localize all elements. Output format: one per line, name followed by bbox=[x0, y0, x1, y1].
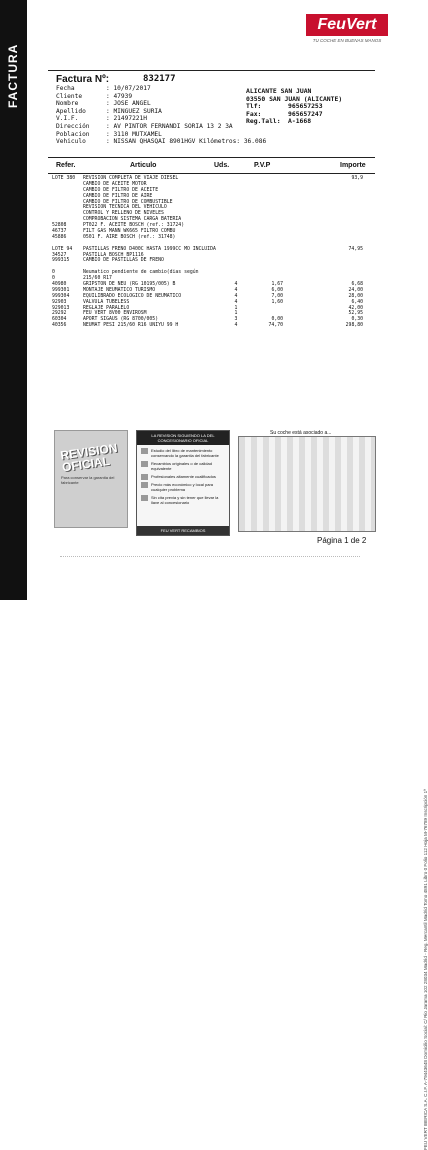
line-units: 4 bbox=[234, 323, 238, 329]
line-article: CAMBIO DE FILTRO DE ACEITE bbox=[83, 187, 159, 193]
col-ref: Refer. bbox=[56, 162, 76, 169]
line-amount: 24,00 bbox=[348, 287, 363, 293]
customer-field bbox=[56, 100, 266, 108]
line-price: 6,00 bbox=[271, 287, 283, 293]
invoice-lines bbox=[52, 176, 372, 329]
line-article: CAMBIO DE ACEITE MOTOR bbox=[83, 181, 147, 187]
line-ref: 0 bbox=[52, 276, 55, 282]
field-value: : NISSAN QHASQAI 8901HGV Kilómetros: 36.086 bbox=[106, 138, 267, 146]
line-article: FILT GAS MANN WK665 FILTRO COMBU bbox=[83, 229, 176, 235]
line-ref: 60304 bbox=[52, 317, 67, 323]
shop-name: ALICANTE SAN JUAN bbox=[246, 87, 312, 95]
promo-heading: LA REVISION SIGUIENDO LA DEL CONCESIONARIO OFICIAL bbox=[137, 431, 229, 445]
invoice-label: Factura Nº: bbox=[56, 74, 110, 85]
sidebar-band bbox=[0, 0, 27, 600]
line-article: CAMBIO DE FILTRO DE COMBUSTIBLE bbox=[83, 199, 173, 205]
line-ref: 999315 bbox=[52, 258, 70, 264]
col-uds: Uds. bbox=[214, 162, 230, 169]
line-units: 3 bbox=[234, 317, 238, 323]
promo-item: Estudio del libro de mantenimiento conservando la garantia del fabricante bbox=[151, 448, 226, 458]
line-article: REVISION TECNICA DEL VEHICULO bbox=[83, 205, 167, 211]
line-amount: 28,00 bbox=[348, 293, 363, 299]
line-price: 74,70 bbox=[268, 323, 283, 329]
brand-name: FeuVert bbox=[306, 14, 388, 36]
line-price: 0,00 bbox=[271, 317, 283, 323]
promo-item: Precio más económico y local para cualquier problema bbox=[151, 482, 226, 492]
field-label: Nombre bbox=[56, 100, 79, 108]
line-article: EQUILIBRADO ECOLOGICO DE NEUMATICO bbox=[83, 293, 182, 299]
line-amount: 52,95 bbox=[348, 311, 363, 317]
line-ref: LOTE 94 bbox=[52, 246, 73, 252]
field-value: : 47939 bbox=[106, 92, 133, 100]
line-amount: 93,9 bbox=[351, 176, 363, 181]
line-article: FEU VERT 8V00 ENVIROSM bbox=[83, 311, 147, 317]
field-value: : MINGUEZ SURIA bbox=[106, 107, 162, 115]
customer-field bbox=[56, 108, 266, 116]
revision-oficial-seal bbox=[54, 430, 128, 528]
line-amount: 0,30 bbox=[351, 317, 363, 323]
divider bbox=[48, 70, 375, 71]
field-label: Dirección bbox=[56, 122, 90, 130]
shop-field-label: Tlf: bbox=[246, 102, 262, 111]
field-label: V.I.F. bbox=[56, 115, 79, 123]
line-units: 4 bbox=[234, 287, 238, 293]
field-value: : AV PINTOR FERNANDI SORIA 13 2 3A bbox=[106, 122, 233, 130]
promo-item: Profesionales altamente cualificados bbox=[151, 474, 226, 479]
line-article: APORT SIGAUS (RG 8700/005) bbox=[83, 317, 159, 323]
shop-field-value: 965657253 bbox=[288, 102, 323, 111]
line-article: 215/60 R17 bbox=[83, 276, 112, 282]
customer-field bbox=[56, 123, 266, 131]
line-article: REVISION COMPLETA DE VIAJE DIESEL bbox=[83, 176, 179, 181]
line-ref: 52808 bbox=[52, 223, 67, 229]
customer-block bbox=[56, 85, 266, 146]
brand-logo bbox=[306, 14, 388, 43]
promo-item: Recambios originales o de calidad equivalente bbox=[151, 461, 226, 471]
line-ref: 34527 bbox=[52, 252, 67, 258]
legal-vertical-note: FEU VERT IBERICA S.A. C.I.F. A-79443648 Domicilio Social: C/ Rio Jarama 102 28034 Madrid - Reg. Mercantil Madrid Tomo 4891 Libro 0 Folio 112 Hoja M-76789 Inscripción 1ª bbox=[423, 789, 428, 1150]
field-label: Apellido bbox=[56, 107, 86, 115]
footer-dots bbox=[60, 556, 360, 557]
line-article: COMPROBACION SISTEMA CARGA BATERIA bbox=[83, 217, 182, 223]
customer-field bbox=[56, 93, 266, 101]
table-row bbox=[52, 323, 372, 329]
invoice-number: 832177 bbox=[143, 74, 176, 84]
line-article: VALVULA TUBELESS bbox=[83, 299, 130, 305]
line-article: CAMBIO DE FILTRO DE AIRE bbox=[83, 193, 153, 199]
line-price: 1,67 bbox=[271, 282, 283, 288]
line-ref: 46737 bbox=[52, 229, 67, 235]
shop-field-value: 965657247 bbox=[288, 109, 323, 118]
line-ref: 45886 bbox=[52, 234, 67, 240]
shop-field-label: Fax: bbox=[246, 109, 262, 118]
line-article: CONTROL Y RELLENO DE NIVELES bbox=[83, 211, 164, 217]
line-units: 1 bbox=[234, 305, 238, 311]
field-label: Fecha bbox=[56, 85, 75, 92]
line-price: 1,60 bbox=[271, 299, 283, 305]
signature-area bbox=[238, 436, 376, 532]
signature-label: Su coche está asociado a... bbox=[270, 430, 332, 436]
line-amount: 6,68 bbox=[351, 282, 363, 288]
col-articulo: Articulo bbox=[130, 162, 157, 169]
promo-panel bbox=[136, 430, 230, 536]
line-article: PASTILLA BOSCH BP1116 bbox=[83, 252, 144, 258]
line-ref: 40980 bbox=[52, 282, 67, 288]
line-amount: 6,40 bbox=[351, 299, 363, 305]
field-value: : 10/07/2017 bbox=[106, 85, 151, 92]
col-importe: Importe bbox=[340, 162, 366, 169]
promo-item: Sin cita previa y sin tener que llevar la llave al concesionario bbox=[151, 495, 226, 505]
field-label: Vehiculo bbox=[56, 138, 86, 146]
customer-field bbox=[56, 85, 266, 93]
shop-field bbox=[246, 118, 342, 126]
divider bbox=[48, 173, 375, 174]
line-article: PASTILLAS FRENO D400C HASTA 1999CC MO INCLUIDA bbox=[83, 246, 216, 252]
line-article: GRIPSTON DE NEU (RG 10195/005) B bbox=[83, 282, 176, 288]
page-indicator: Página 1 de 2 bbox=[317, 536, 367, 545]
shop-field-value: A-1668 bbox=[288, 117, 312, 126]
line-article: CAMBIO DE PASTILLAS DE FRENO bbox=[83, 258, 164, 264]
field-value: : 21497221H bbox=[106, 115, 147, 123]
field-label: Poblacion bbox=[56, 130, 90, 138]
line-units: 4 bbox=[234, 293, 238, 299]
line-article: NEUMAT PESI 215/60 R16 UNIYU 99 H bbox=[83, 323, 179, 329]
field-label: Cliente bbox=[56, 92, 83, 100]
line-amount: 42,00 bbox=[348, 305, 363, 311]
brand-tagline: TU COCHE EN BUENAS MANOS bbox=[312, 38, 382, 43]
divider bbox=[48, 157, 375, 158]
line-article: MONTAJE NEUMATICO TURISMO bbox=[83, 287, 156, 293]
seal-subtitle: Para conservar la garantia del fabricante bbox=[61, 475, 115, 485]
line-ref: LOTE 380 bbox=[52, 176, 76, 181]
field-value: : 3110 MUTXAMEL bbox=[106, 130, 162, 138]
line-ref: 999304 bbox=[52, 293, 70, 299]
line-amount: 74,95 bbox=[348, 246, 363, 252]
line-article: PT022 F. ACEITE BOSCH (ref.: 31724) bbox=[83, 223, 185, 229]
shop-block bbox=[246, 88, 342, 126]
shop-city: 03550 SAN JUAN (ALICANTE) bbox=[246, 94, 343, 103]
line-price: 7,00 bbox=[271, 293, 283, 299]
line-units: 4 bbox=[234, 299, 238, 305]
line-ref: 29292 bbox=[52, 311, 67, 317]
field-value: : JOSE ANGEL bbox=[106, 100, 151, 108]
line-article: REGLAJE PARALELO bbox=[83, 305, 130, 311]
seal-title: REVISION OFICIAL bbox=[59, 440, 119, 475]
customer-field bbox=[56, 138, 266, 146]
line-article: Neumatico pendiente de cambio(dias según bbox=[83, 270, 199, 276]
line-units: 1 bbox=[234, 311, 238, 317]
promo-footer: FEU VERT RECAMBIOS bbox=[137, 526, 229, 535]
col-pvp: P.V.P bbox=[254, 162, 271, 169]
line-units: 4 bbox=[234, 282, 238, 288]
sidebar-label: FACTURA bbox=[6, 43, 20, 108]
line-ref: 999301 bbox=[52, 287, 70, 293]
line-ref: 40356 bbox=[52, 323, 67, 329]
line-article: 0501 F. AIRE BOSCH (ref.: 31748) bbox=[83, 234, 176, 240]
line-ref: 92903 bbox=[52, 299, 67, 305]
line-ref: 0 bbox=[52, 270, 55, 276]
line-amount: 298,80 bbox=[345, 323, 363, 329]
customer-field bbox=[56, 115, 266, 123]
shop-field-label: Reg.Tall: bbox=[246, 117, 281, 126]
line-ref: 929013 bbox=[52, 305, 70, 311]
